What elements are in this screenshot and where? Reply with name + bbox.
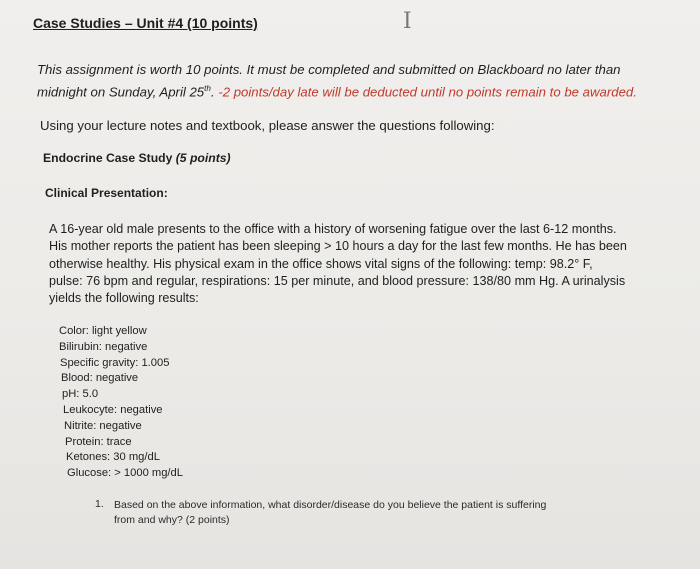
urinalysis-item: Blood: negative — [61, 372, 139, 385]
assignment-intro — [37, 60, 637, 101]
urinalysis-item: Color: light yellow — [59, 325, 147, 337]
intro-line-2 — [37, 79, 637, 101]
date-suffix: th — [204, 84, 211, 93]
question-text — [114, 498, 546, 528]
question-line: from and why? (2 points) — [114, 514, 230, 526]
paragraph-line: otherwise healthy. His physical exam in the office shows vital signs of the following: temp: 98.2° F, — [49, 256, 593, 271]
section-title — [43, 151, 231, 165]
urinalysis-item: Leukocyte: negative — [63, 403, 163, 416]
urinalysis-item: Nitrite: negative — [64, 419, 142, 432]
due-date-text: midnight on Sunday, April 25 — [37, 84, 205, 100]
intro-line-1: This assignment is worth 10 points. It must be completed and submitted on Blackboard no later than — [37, 62, 621, 77]
page-title: Case Studies – Unit #4 (10 points) — [33, 15, 258, 31]
urinalysis-item: Protein: trace — [65, 435, 132, 448]
question-number: 1. — [95, 498, 104, 510]
section-title-text: Endocrine Case Study — [43, 151, 176, 165]
section-points: (5 points) — [175, 151, 231, 165]
text-cursor-icon: I — [403, 9, 412, 34]
clinical-presentation-paragraph — [49, 221, 627, 307]
urinalysis-item: Glucose: > 1000 mg/dL — [67, 467, 183, 480]
separator: . — [210, 84, 219, 100]
urinalysis-item: Bilirubin: negative — [59, 340, 148, 353]
urinalysis-item: Ketones: 30 mg/dL — [66, 451, 160, 464]
clinical-presentation-heading: Clinical Presentation: — [45, 186, 168, 200]
paragraph-line: His mother reports the patient has been sleeping > 10 hours a day for the last few months. He has been — [49, 239, 627, 254]
paragraph-line: yields the following results: — [49, 291, 199, 306]
urinalysis-item: Specific gravity: 1.005 — [60, 356, 170, 369]
instructions: Using your lecture notes and textbook, please answer the questions following: — [40, 118, 495, 133]
urinalysis-results — [59, 324, 183, 482]
question-line: Based on the above information, what disorder/disease do you believe the patient is suffering — [114, 499, 547, 511]
urinalysis-item: pH: 5.0 — [62, 388, 99, 401]
paragraph-line: pulse: 76 bpm and regular, respirations: 15 per minute, and blood pressure: 138/80 mm Hg. A urinalysis — [49, 273, 626, 288]
late-penalty-text: -2 points/day late will be deducted until no points remain to be awarded. — [218, 84, 637, 100]
paragraph-line: A 16-year old male presents to the office with a history of worsening fatigue over the last 6-12 months. — [49, 222, 617, 236]
